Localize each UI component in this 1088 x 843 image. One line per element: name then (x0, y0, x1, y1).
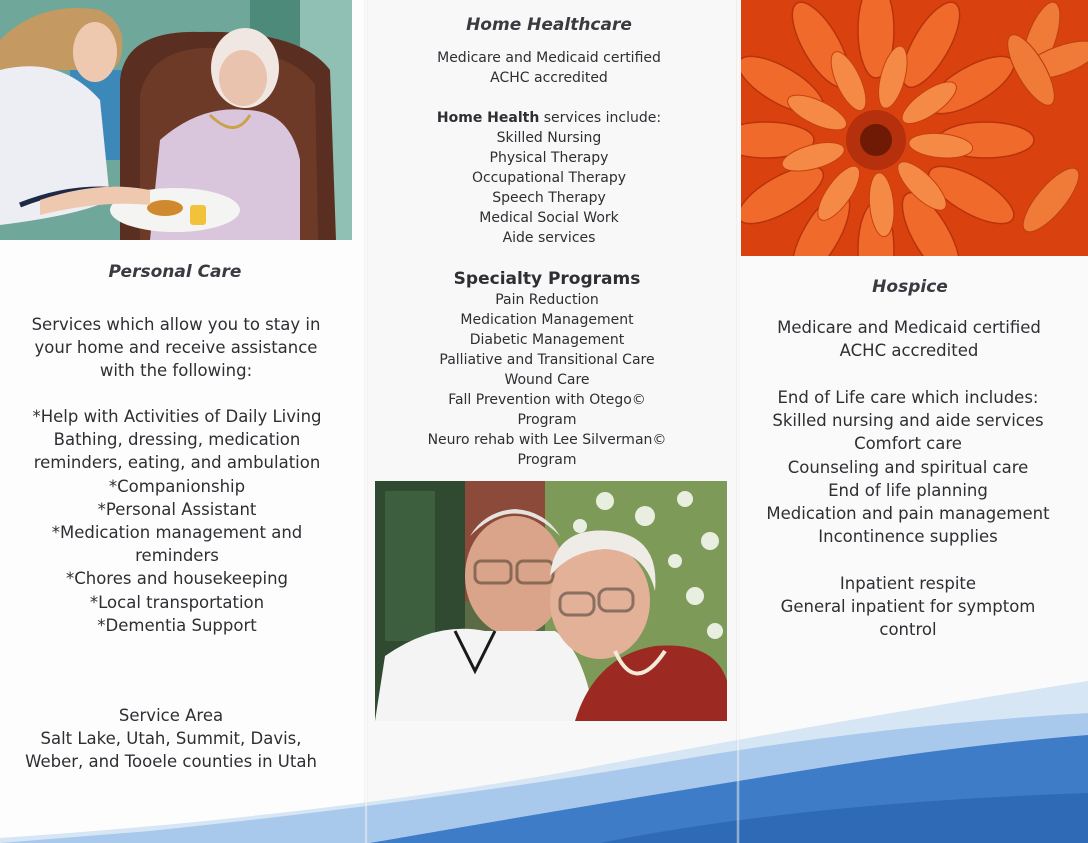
list-item: Fall Prevention with Otego© (448, 392, 646, 408)
list-item: Neuro rehab with Lee Silverman© (427, 432, 667, 448)
personal-care-heading: Personal Care (108, 262, 242, 282)
personal-care-services-list (0, 405, 366, 637)
list-item: *Companionship (108, 476, 246, 496)
specialty-programs (366, 268, 738, 470)
list-item: Medical Social Work (479, 210, 619, 226)
inpatient-services (738, 572, 1088, 642)
list-item: *Help with Activities of Daily Living (32, 407, 322, 426)
orange-chrysanthemum-photo (741, 0, 1088, 256)
list-item: Medication and pain management (766, 504, 1050, 524)
list-item: Aide services (502, 230, 596, 246)
list-item: control (879, 620, 937, 640)
blue-swoosh-decoration (0, 653, 1088, 843)
list-item: *Chores and housekeeping (65, 569, 289, 589)
list-item: Wound Care (504, 372, 590, 388)
certification-line: ACHC accredited (490, 70, 608, 86)
hospice-heading: Hospice (872, 277, 948, 297)
list-item: Skilled Nursing (496, 130, 602, 146)
list-item: Medication Management (460, 312, 634, 328)
list-item: End of life planning (828, 480, 988, 500)
list-item: Program (517, 452, 577, 468)
service-area-line: Salt Lake, Utah, Summit, Davis, (40, 729, 302, 749)
list-item: Incontinence supplies (818, 527, 998, 547)
list-item: reminders, eating, and ambulation (33, 453, 321, 473)
list-item: Palliative and Transitional Care (439, 352, 655, 368)
certification-line: Medicare and Medicaid certified (777, 318, 1041, 337)
services-intro-bold: Home Health (436, 110, 540, 126)
list-item: Program (517, 412, 577, 428)
list-item: Skilled nursing and aide services (772, 411, 1044, 431)
certification-line: Medicare and Medicaid certified (437, 50, 661, 66)
service-area-title: Service Area (118, 706, 224, 725)
home-healthcare-certifications (366, 48, 738, 88)
end-of-life-intro: End of Life care which includes: (777, 388, 1039, 407)
intro-line: Services which allow you to stay in (31, 315, 321, 334)
intro-line: with the following: (99, 361, 253, 381)
list-item: Counseling and spiritual care (787, 457, 1029, 477)
list-item: Bathing, dressing, medication (53, 430, 301, 450)
caregiver-serving-elderly-woman-photo (0, 0, 352, 240)
list-item: Physical Therapy (489, 150, 609, 166)
panel-fold-1 (364, 0, 368, 843)
home-healthcare-heading: Home Healthcare (466, 15, 632, 35)
personal-care-intro (0, 313, 366, 383)
list-item: Occupational Therapy (471, 170, 627, 186)
panel-fold-2 (736, 0, 740, 843)
end-of-life-care (738, 386, 1088, 548)
list-item: Pain Reduction (495, 292, 599, 308)
list-item: Speech Therapy (492, 190, 606, 206)
hospice-certifications (738, 316, 1088, 362)
certification-line: ACHC accredited (839, 341, 979, 361)
list-item: Diabetic Management (469, 332, 625, 348)
intro-line: your home and receive assistance (34, 338, 318, 358)
specialty-programs-title: Specialty Programs (453, 269, 641, 289)
services-intro-rest: services include: (539, 110, 662, 126)
list-item: Comfort care (854, 434, 962, 454)
list-item: *Dementia Support (97, 615, 257, 635)
services-intro (366, 108, 738, 128)
service-area-line: Weber, and Tooele counties in Utah (25, 752, 317, 772)
list-item: Inpatient respite (839, 574, 977, 593)
home-health-services (366, 108, 738, 248)
list-item: *Personal Assistant (97, 499, 257, 519)
list-item: *Medication management and (51, 523, 303, 543)
list-item: General inpatient for symptom (780, 597, 1036, 617)
list-item: *Local transportation (89, 592, 265, 612)
list-item: reminders (135, 546, 219, 566)
